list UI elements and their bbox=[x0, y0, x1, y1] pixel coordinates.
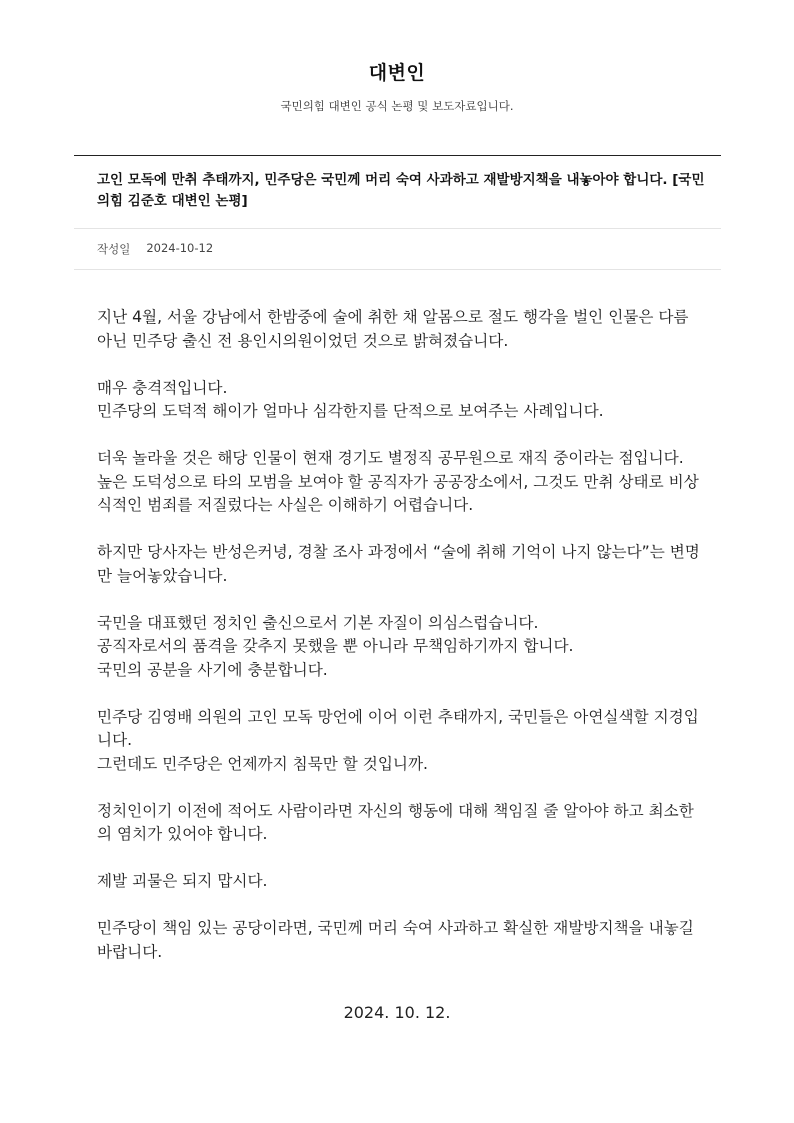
article-body bbox=[97, 306, 701, 988]
paragraph-5: 국민을 대표했던 정치인 출신으로서 기본 자질이 의심스럽습니다. 공직자로서의 품격을 갖추지 못했을 뿐 아니라 무책임하기까지 합니다. 국민의 공분을 사기에 충분합니다. bbox=[97, 613, 574, 679]
paragraph-9: 민주당이 책임 있는 공당이라면, 국민께 머리 숙여 사과하고 확실한 재발방지책을 내놓길 바랍니다. bbox=[97, 919, 694, 961]
divider-meta bbox=[74, 269, 721, 270]
paragraph-2: 매우 충격적입니다. 민주당의 도덕적 해이가 얼마나 심각한지를 단적으로 보여주는 사례입니다. bbox=[97, 378, 604, 420]
meta-date-label: 작성일 bbox=[97, 242, 131, 256]
paragraph-7: 정치인이기 이전에 적어도 사람이라면 자신의 행동에 대해 책임질 줄 알아야 하고 최소한의 염치가 있어야 합니다. bbox=[97, 801, 694, 843]
site-title: 대변인 bbox=[368, 62, 426, 84]
paragraph-3: 더욱 놀라울 것은 해당 인물이 현재 경기도 별정직 공무원으로 재직 중이라는 점입니다. 높은 도덕성으로 타의 모범을 보여야 할 공직자가 공공장소에서, 그것도 만취 상태로 비상식적인 범죄를 저질렀다는 사실은 이해하기 어렵습니다. bbox=[97, 449, 699, 514]
site-subtitle: 국민의힘 대변인 공식 논평 및 보도자료입니다. bbox=[280, 99, 514, 113]
paragraph-6: 민주당 김영배 의원의 고인 모독 망언에 이어 이런 추태까지, 국민들은 아연실색할 지경입니다. 그런데도 민주당은 언제까지 침묵만 할 것입니까. bbox=[97, 707, 699, 773]
statement-date: 2024. 10. 12. bbox=[343, 1003, 451, 1022]
divider-top bbox=[74, 155, 721, 156]
paragraph-8: 제발 괴물은 되지 맙시다. bbox=[97, 872, 268, 890]
paragraph-1: 지난 4월, 서울 강남에서 한밤중에 술에 취한 채 알몸으로 절도 행각을 벌인 인물은 다름 아닌 민주당 출신 전 용인시의원이었던 것으로 밝혀졌습니다. bbox=[97, 308, 689, 350]
divider-title bbox=[74, 228, 721, 229]
meta-date-value: 2024-10-12 bbox=[146, 241, 214, 255]
post-title: 고인 모독에 만취 추태까지, 민주당은 국민께 머리 숙여 사과하고 재발방지책을 내놓아야 합니다. [국민의힘 김준호 대변인 논평] bbox=[97, 172, 705, 209]
post-meta bbox=[97, 241, 213, 257]
paragraph-4: 하지만 당사자는 반성은커녕, 경찰 조사 과정에서 “술에 취해 기억이 나지 않는다”는 변명만 늘어놓았습니다. bbox=[97, 543, 700, 585]
